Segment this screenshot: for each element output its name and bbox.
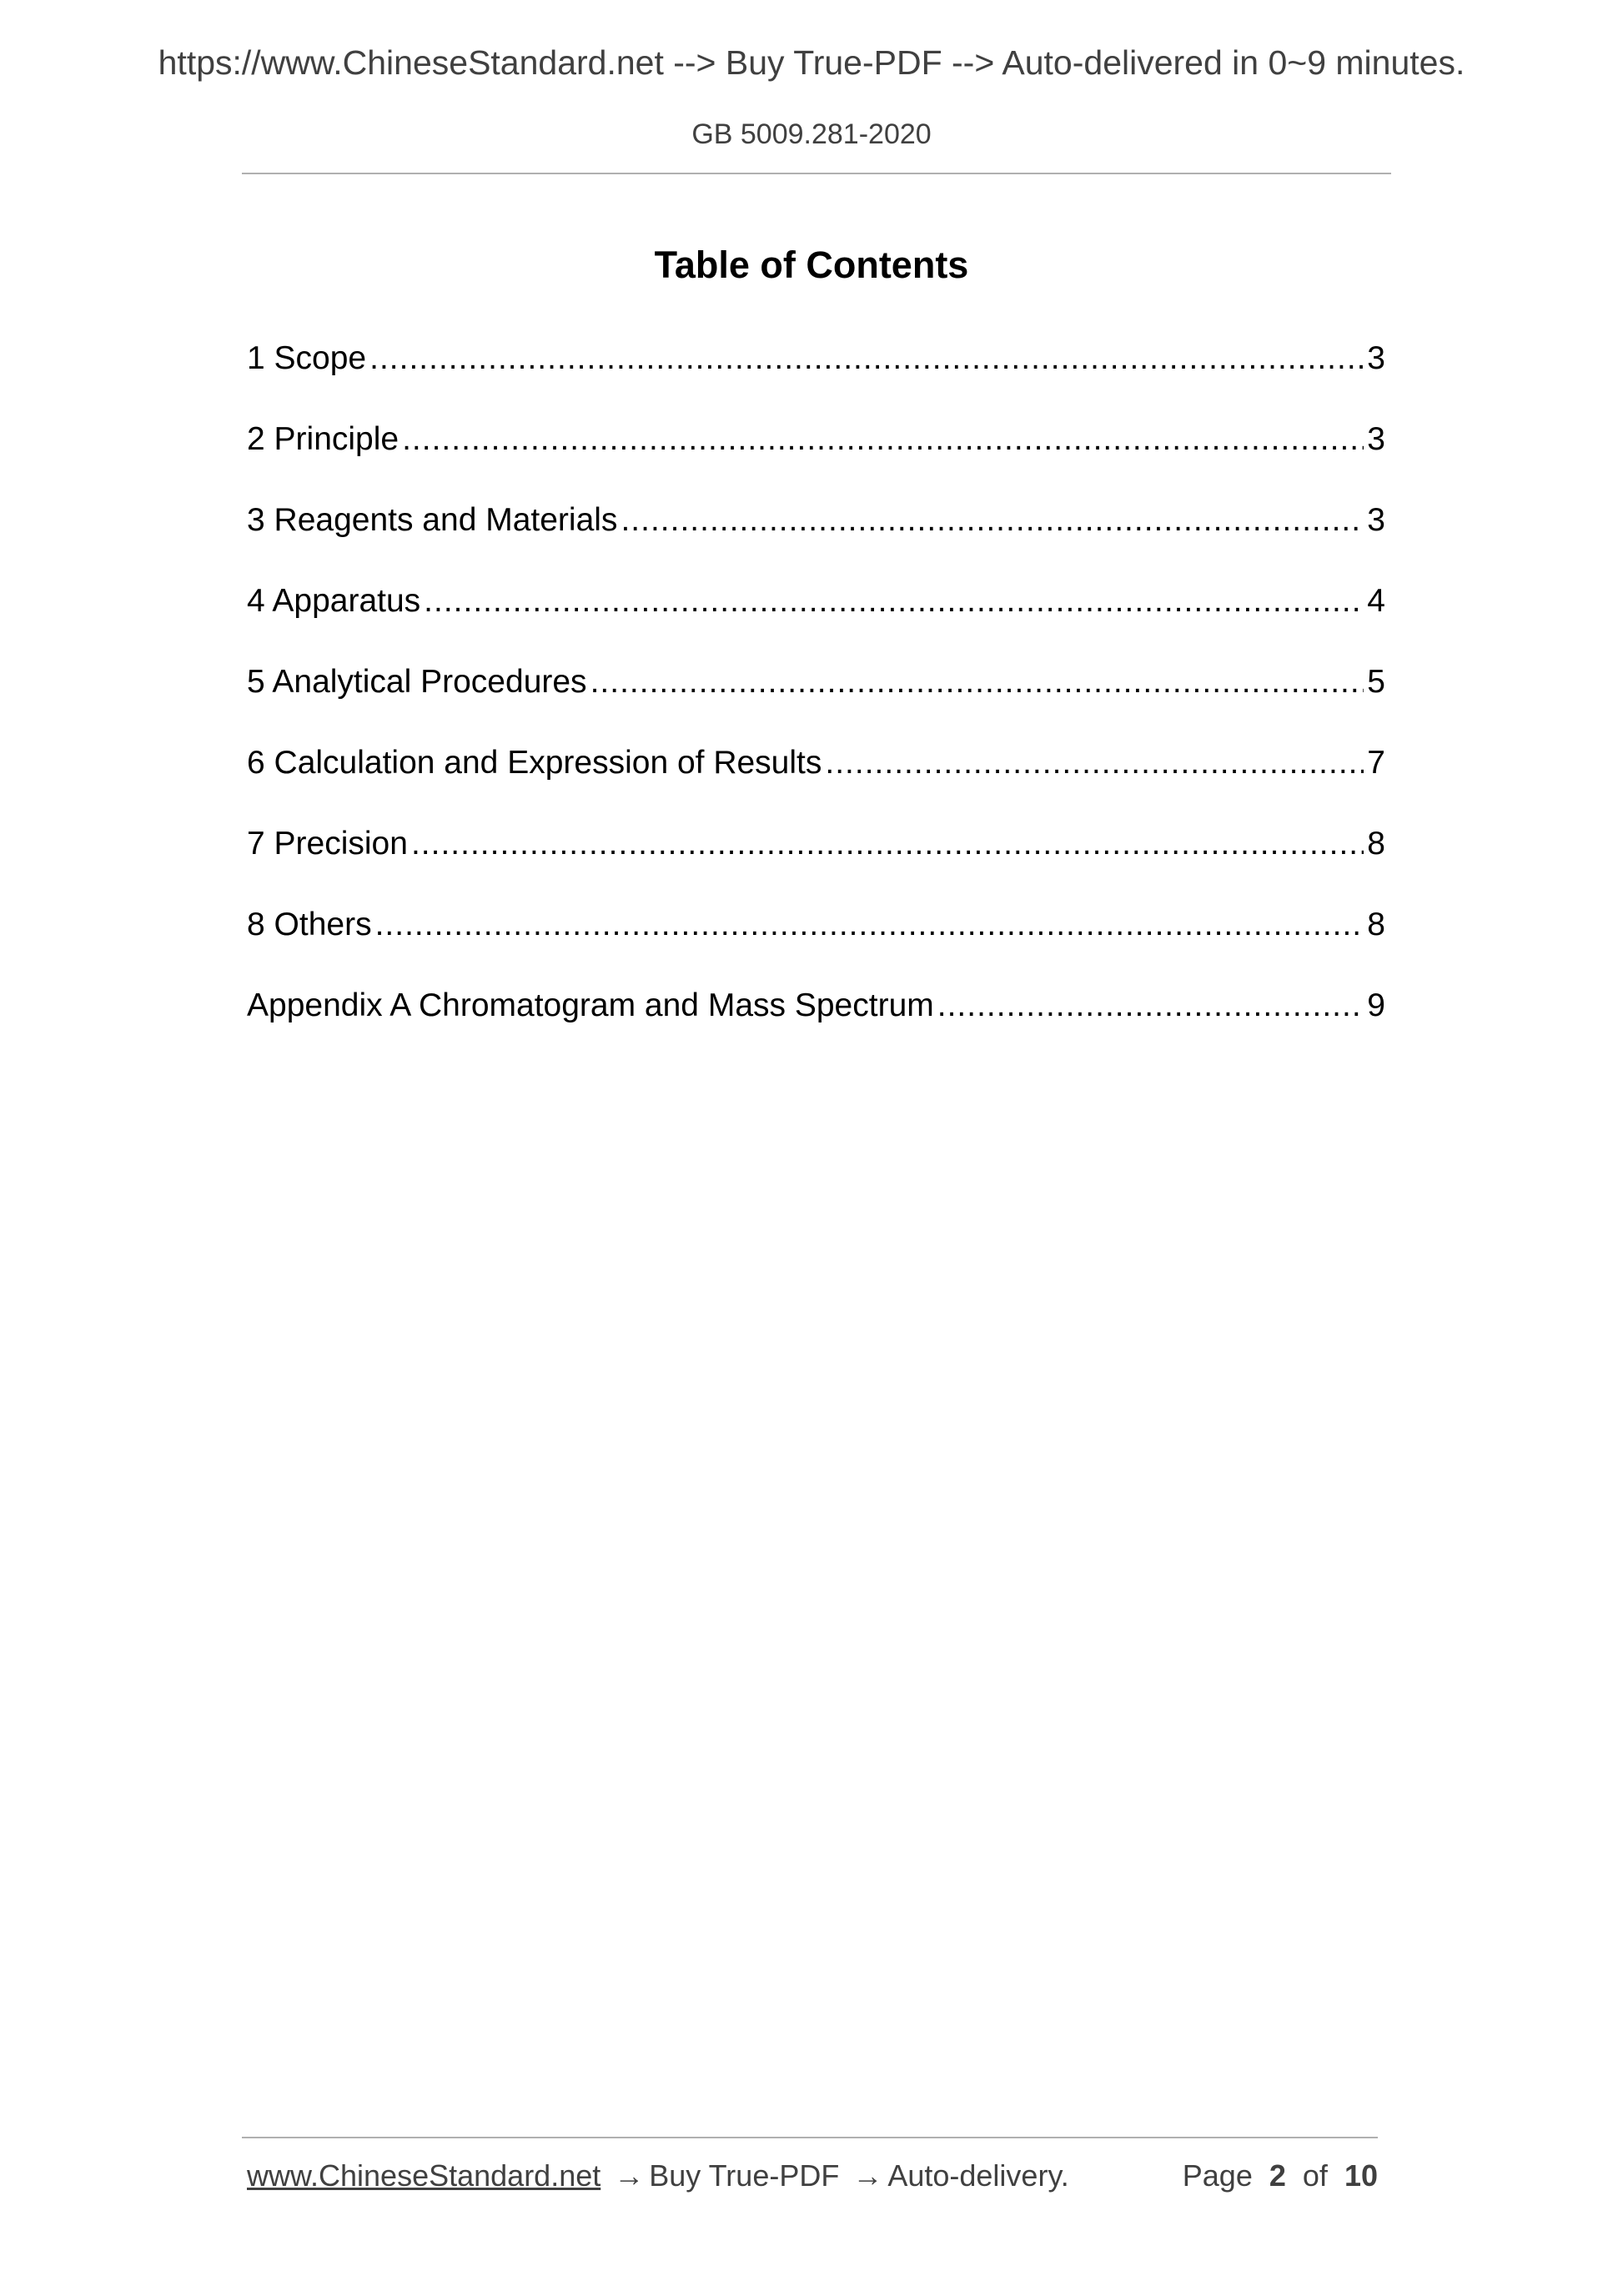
- arrow-right-icon: →: [614, 2158, 645, 2193]
- footer-divider: [242, 2137, 1378, 2138]
- toc-entry-label: 1 Scope: [247, 340, 367, 376]
- toc-entry-apparatus[interactable]: [247, 580, 1385, 661]
- toc-entry-scope[interactable]: [247, 338, 1385, 419]
- page-current: 2: [1269, 2158, 1286, 2193]
- toc-dot-leader: [590, 661, 1364, 703]
- toc-dot-leader: [369, 338, 1364, 379]
- toc-entry-procedures[interactable]: [247, 661, 1385, 742]
- footer-site-link[interactable]: www.ChineseStandard.net: [247, 2158, 601, 2193]
- toc-entry-label: 6 Calculation and Expression of Results: [247, 745, 822, 781]
- toc-list: [247, 338, 1385, 1066]
- toc-dot-leader: [937, 985, 1364, 1027]
- toc-entry-others[interactable]: [247, 904, 1385, 985]
- toc-entry-principle[interactable]: [247, 419, 1385, 500]
- toc-entry-label: 4 Apparatus: [247, 583, 421, 619]
- header-divider: [242, 173, 1391, 174]
- toc-entry-page: 8: [1367, 907, 1385, 942]
- footer-delivery-text: Auto-delivery.: [887, 2158, 1069, 2193]
- toc-entry-label: Appendix A Chromatogram and Mass Spectrum: [247, 987, 934, 1023]
- page-word: Page: [1182, 2158, 1253, 2193]
- toc-dot-leader: [375, 904, 1364, 946]
- document-code: GB 5009.281-2020: [691, 118, 932, 150]
- toc-title: Table of Contents: [654, 244, 969, 286]
- page-total: 10: [1344, 2158, 1378, 2193]
- toc-entry-page: 4: [1367, 583, 1385, 619]
- toc-entry-page: 7: [1367, 745, 1385, 781]
- toc-entry-appendix-a[interactable]: [247, 985, 1385, 1066]
- toc-dot-leader: [825, 742, 1364, 784]
- toc-entry-label: 2 Principle: [247, 421, 399, 457]
- toc-entry-calculation[interactable]: [247, 742, 1385, 823]
- toc-entry-page: 9: [1367, 987, 1385, 1023]
- toc-dot-leader: [621, 500, 1364, 541]
- toc-dot-leader: [402, 419, 1364, 460]
- toc-entry-page: 5: [1367, 664, 1385, 700]
- toc-entry-label: 8 Others: [247, 907, 372, 942]
- page-footer: [247, 2158, 1378, 2193]
- site-banner[interactable]: https://www.ChineseStandard.net --> Buy True-PDF --> Auto-delivered in 0~9 minutes.: [158, 43, 1465, 82]
- toc-entry-label: 3 Reagents and Materials: [247, 502, 618, 538]
- toc-dot-leader: [411, 823, 1364, 865]
- toc-entry-page: 8: [1367, 826, 1385, 862]
- toc-dot-leader: [424, 580, 1364, 622]
- arrow-right-icon: →: [852, 2158, 883, 2193]
- footer-buy-text: Buy True-PDF: [649, 2158, 840, 2193]
- toc-entry-page: 3: [1367, 421, 1385, 457]
- toc-entry-label: 7 Precision: [247, 826, 408, 862]
- page-indicator: [1183, 2158, 1378, 2193]
- toc-entry-precision[interactable]: [247, 823, 1385, 904]
- toc-entry-label: 5 Analytical Procedures: [247, 664, 587, 700]
- toc-entry-page: 3: [1367, 340, 1385, 376]
- toc-entry-page: 3: [1367, 502, 1385, 538]
- toc-entry-reagents[interactable]: [247, 500, 1385, 580]
- of-word: of: [1302, 2158, 1328, 2193]
